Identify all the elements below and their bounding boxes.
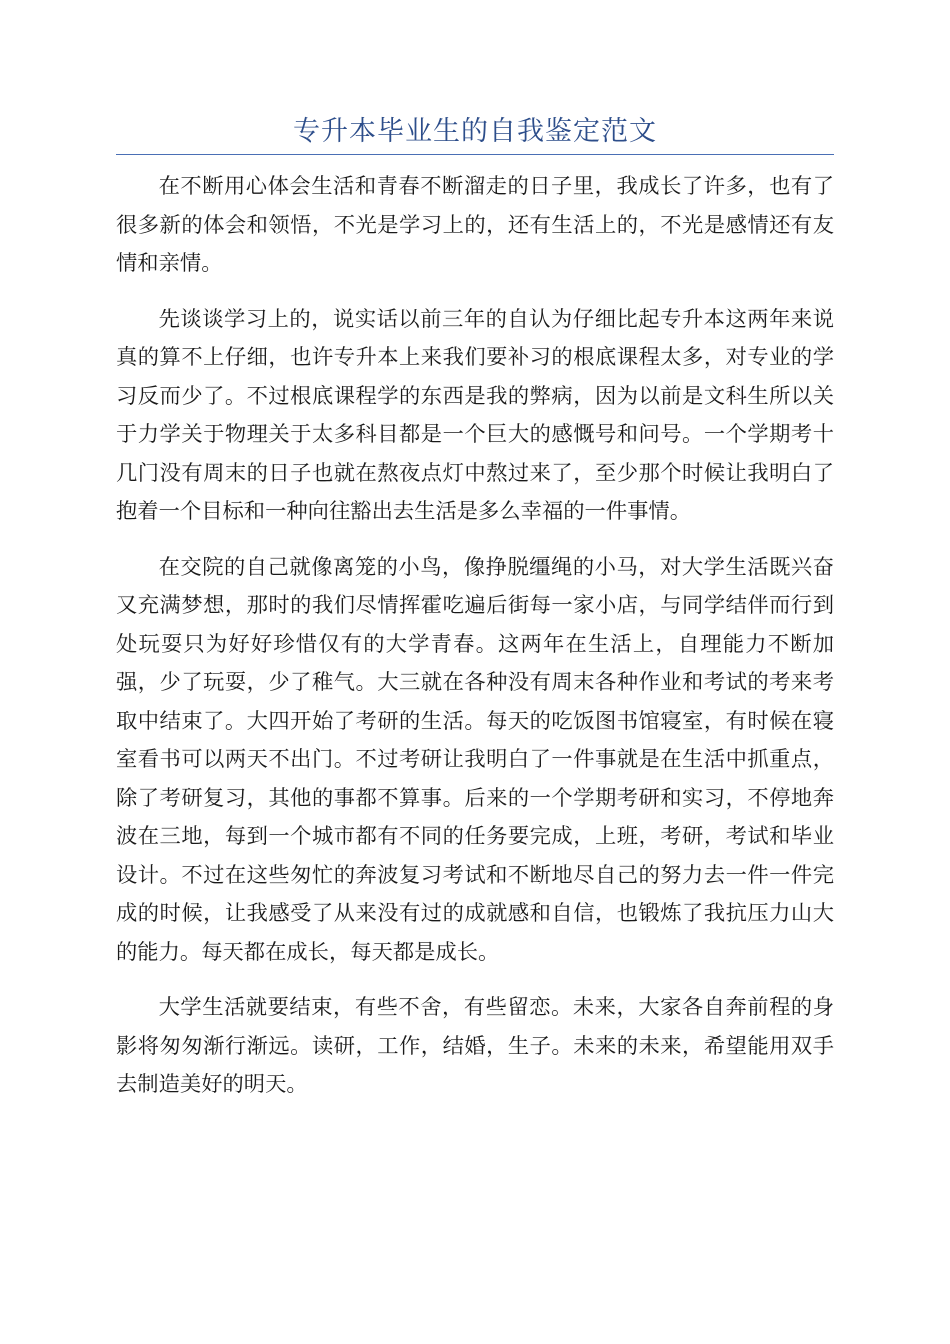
paragraph: 大学生活就要结束，有些不舍，有些留恋。未来，大家各自奔前程的身影将匆匆渐行渐远。读研，工作，结婚，生子。未来的未来，希望能用双手去制造美好的明天。 [116, 995, 834, 1097]
paragraph: 在不断用心体会生活和青春不断溜走的日子里，我成长了许多，也有了很多新的体会和领悟，不光是学习上的，还有生活上的，不光是感情还有友情和亲情。 [116, 174, 834, 276]
paragraph: 在交院的自己就像离笼的小鸟，像挣脱缰绳的小马，对大学生活既兴奋又充满梦想，那时的我们尽情挥霍吃遍后街每一家小店，与同学结伴而行到处玩耍只为好好珍惜仅有的大学青春。这两年在生活上，自理能力不断加强，少了玩耍，少了稚气。大三就在各种没有周末各种作业和考试的考来考取中结束了。大四开始了考研的生活。每天的吃饭图书馆寝室，有时候在寝室看书可以两天不出门。不过考研让我明白了一件事就是在生活中抓重点，除了考研复习，其他的事都不算事。后来的一个学期考研和实习，不停地奔波在三地，每到一个城市都有不同的任务要完成，上班，考研，考试和毕业设计。不过在这些匆忙的奔波复习考试和不断地尽自己的努力去一件一件完成的时候，让我感受了从来没有过的成就感和自信，也锻炼了我抗压力山大的能力。每天都在成长，每天都是成长。 [116, 554, 834, 965]
title-underline [116, 154, 834, 155]
document-body [116, 168, 834, 1122]
paragraph: 先谈谈学习上的，说实话以前三年的自认为仔细比起专升本这两年来说真的算不上仔细，也许专升本上来我们要补习的根底课程太多，对专业的学习反而少了。不过根底课程学的东西是我的弊病，因为以前是文科生所以关于力学关于物理关于太多科目都是一个巨大的感慨号和问号。一个学期考十几门没有周末的日子也就在熬夜点灯中熬过来了，至少那个时候让我明白了抱着一个目标和一种向往豁出去生活是多么幸福的一件事情。 [116, 306, 834, 524]
document-title: 专升本毕业生的自我鉴定范文 [293, 116, 657, 147]
